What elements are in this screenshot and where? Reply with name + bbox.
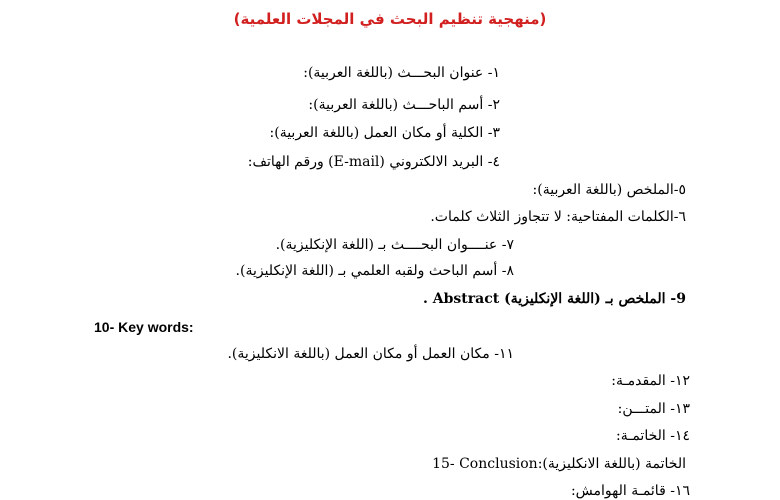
item-8: ٨- أسم الباحث ولقبه العلمي بـ (اللغة الإنكليزية). bbox=[235, 263, 514, 279]
item-2: ٢- أسم الباحـــث (باللغة العربية): bbox=[308, 97, 500, 113]
item-14: ١٤- الخاتمـة: bbox=[616, 428, 690, 444]
item-13: ١٣- المتـــن: bbox=[617, 401, 690, 417]
item-11: ١١- مكان العمل أو مكان العمل (باللغة الانكليزية). bbox=[227, 346, 514, 362]
item-9: 9- الملخص بـ (اللغة الإنكليزية) Abstract . bbox=[423, 291, 686, 307]
item-6: ٦-الكلمات المفتاحية: لا تتجاوز الثلاث كلمات. bbox=[430, 209, 686, 225]
item-4: ٤- البريد الالكتروني (E-mail) ورقم الهاتف: bbox=[247, 154, 500, 170]
item-12: ١٢- المقدمـة: bbox=[611, 373, 690, 389]
item-10: 10- Key words: bbox=[94, 319, 194, 335]
item-15: 15- Conclusion:الخاتمة (باللغة الانكليزية) bbox=[432, 456, 686, 472]
item-5: ٥-الملخص (باللغة العربية): bbox=[532, 182, 686, 198]
document-title: (منهجية تنظيم البحث في المجلات العلمية) bbox=[233, 10, 547, 28]
item-7: ٧- عنــــوان البحــــث بـ (اللغة الإنكليزية). bbox=[275, 237, 514, 253]
item-16: ١٦- قائمـة الهوامش: bbox=[570, 483, 690, 499]
item-3: ٣- الكلية أو مكان العمل (باللغة العربية): bbox=[269, 125, 500, 141]
item-1: ١- عنوان البحـــث (باللغة العربية): bbox=[303, 65, 500, 81]
